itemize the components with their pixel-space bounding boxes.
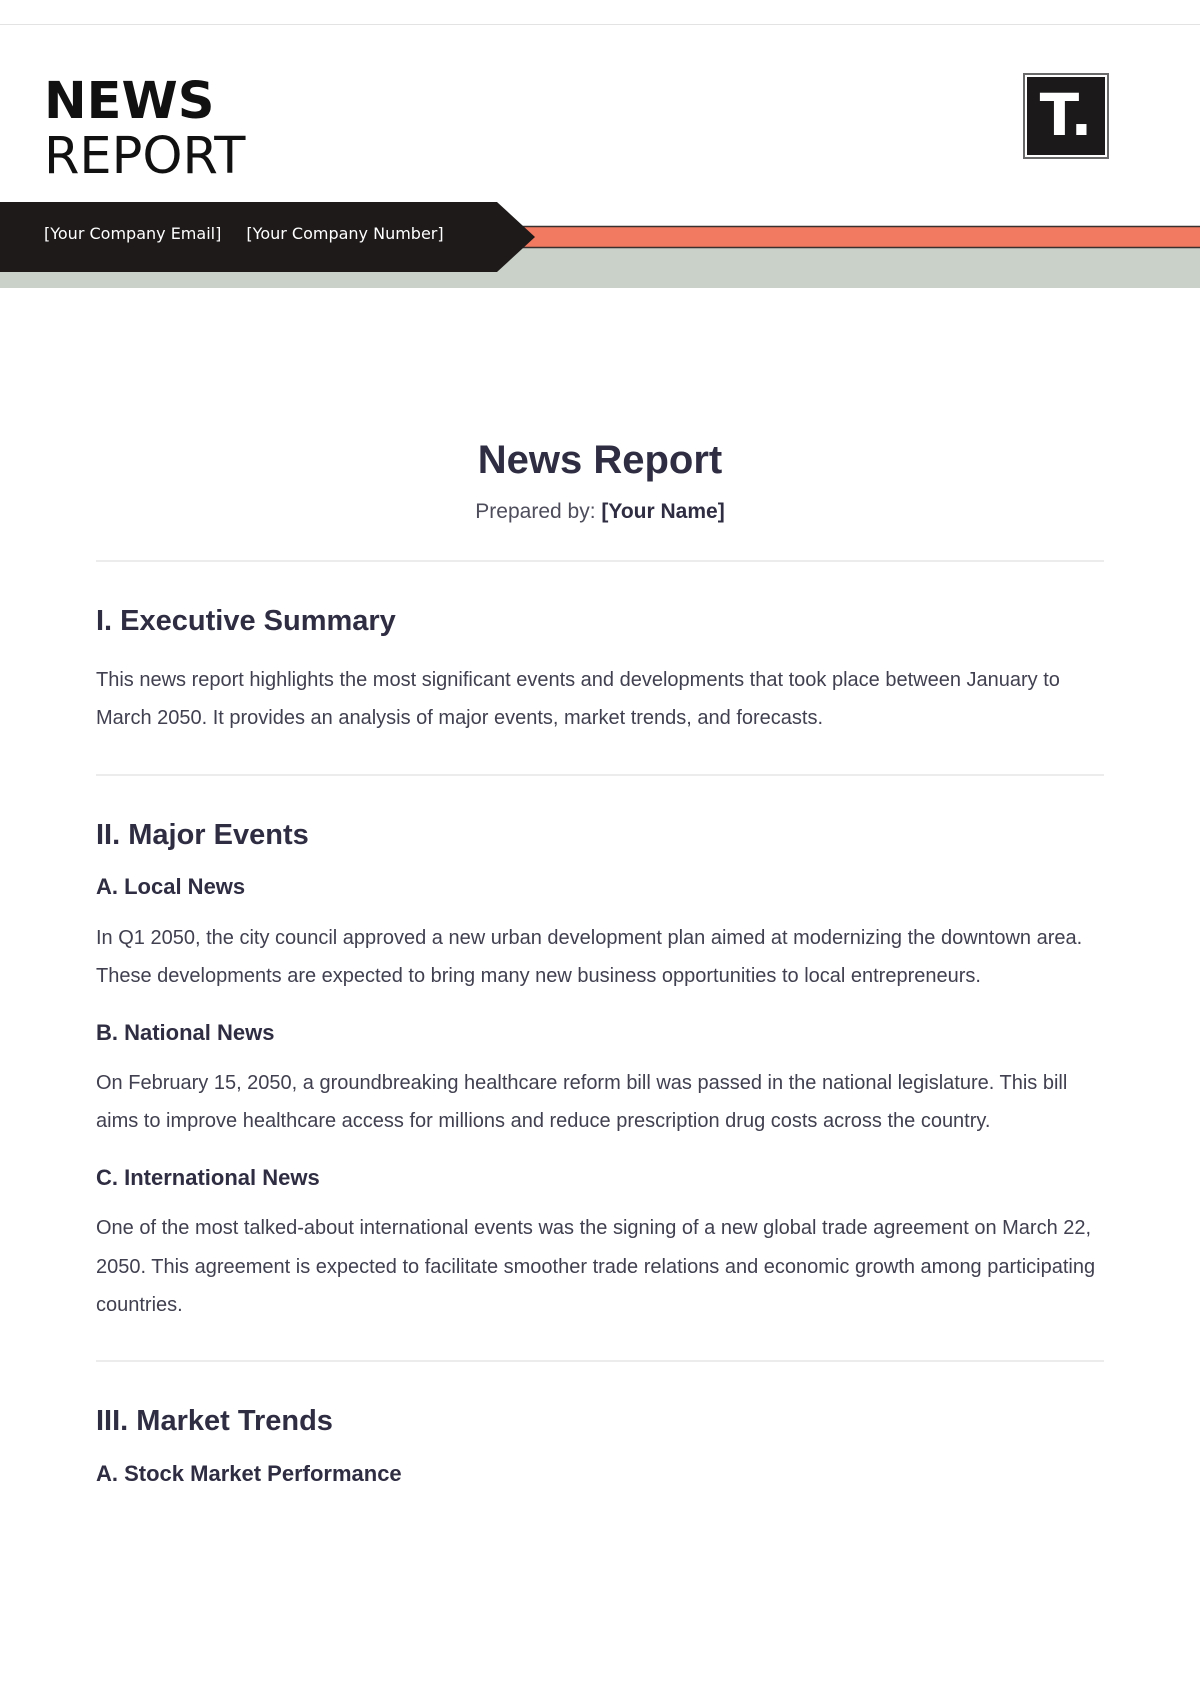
stock-market-performance-heading: A. Stock Market Performance [96, 1461, 402, 1487]
executive-summary-text: This news report highlights the most significant events and developments that took place between January to March 2050. It provides an analysis of major events, market trends, and forecasts. [96, 668, 1060, 730]
major-events-heading: II. Major Events [96, 818, 309, 851]
section-divider [96, 1360, 1104, 1362]
logo-text: T. [1039, 81, 1093, 149]
document-title: News Report [477, 438, 723, 482]
prepared-by [96, 500, 1104, 524]
national-news-heading: B. National News [96, 1019, 275, 1045]
prepared-name: [Your Name] [601, 500, 725, 523]
header-band [0, 200, 1200, 292]
international-news-text: One of the most talked-about international events was the signing of a new global trade agreement on March 22, 2050. This agreement is expected to facilitate smoother trade relations and economic growth among participating countries. [96, 1217, 1096, 1316]
company-number: [Your Company Number] [246, 224, 444, 243]
top-divider [0, 24, 1200, 25]
international-news-heading: C. International News [96, 1164, 320, 1190]
brand-title [44, 72, 246, 186]
brand-title-line2: REPORT [44, 127, 246, 186]
national-news-text: On February 15, 2050, a groundbreaking healthcare reform bill was passed in the national legislature. This bill aims to improve healthcare access for millions and reduce prescription drug costs across the country. [96, 1071, 1068, 1133]
local-news-text: In Q1 2050, the city council approved a new urban development plan aimed at modernizing the downtown area. These developments are expected to bring many new business opportunities to local entrepreneurs. [96, 926, 1083, 988]
company-logo [1023, 73, 1109, 159]
header-accent-stripe [500, 227, 1200, 247]
prepared-label: Prepared by: [475, 500, 596, 523]
brand-title-line1: NEWS [44, 72, 215, 131]
contact-info [44, 224, 444, 243]
report-content [96, 438, 1104, 1505]
local-news-heading: A. Local News [96, 874, 246, 900]
section-divider [96, 560, 1104, 562]
executive-summary-heading: I. Executive Summary [96, 605, 396, 637]
section-divider [96, 774, 1104, 776]
company-email: [Your Company Email] [44, 224, 222, 243]
market-trends-heading: III. Market Trends [96, 1405, 333, 1438]
